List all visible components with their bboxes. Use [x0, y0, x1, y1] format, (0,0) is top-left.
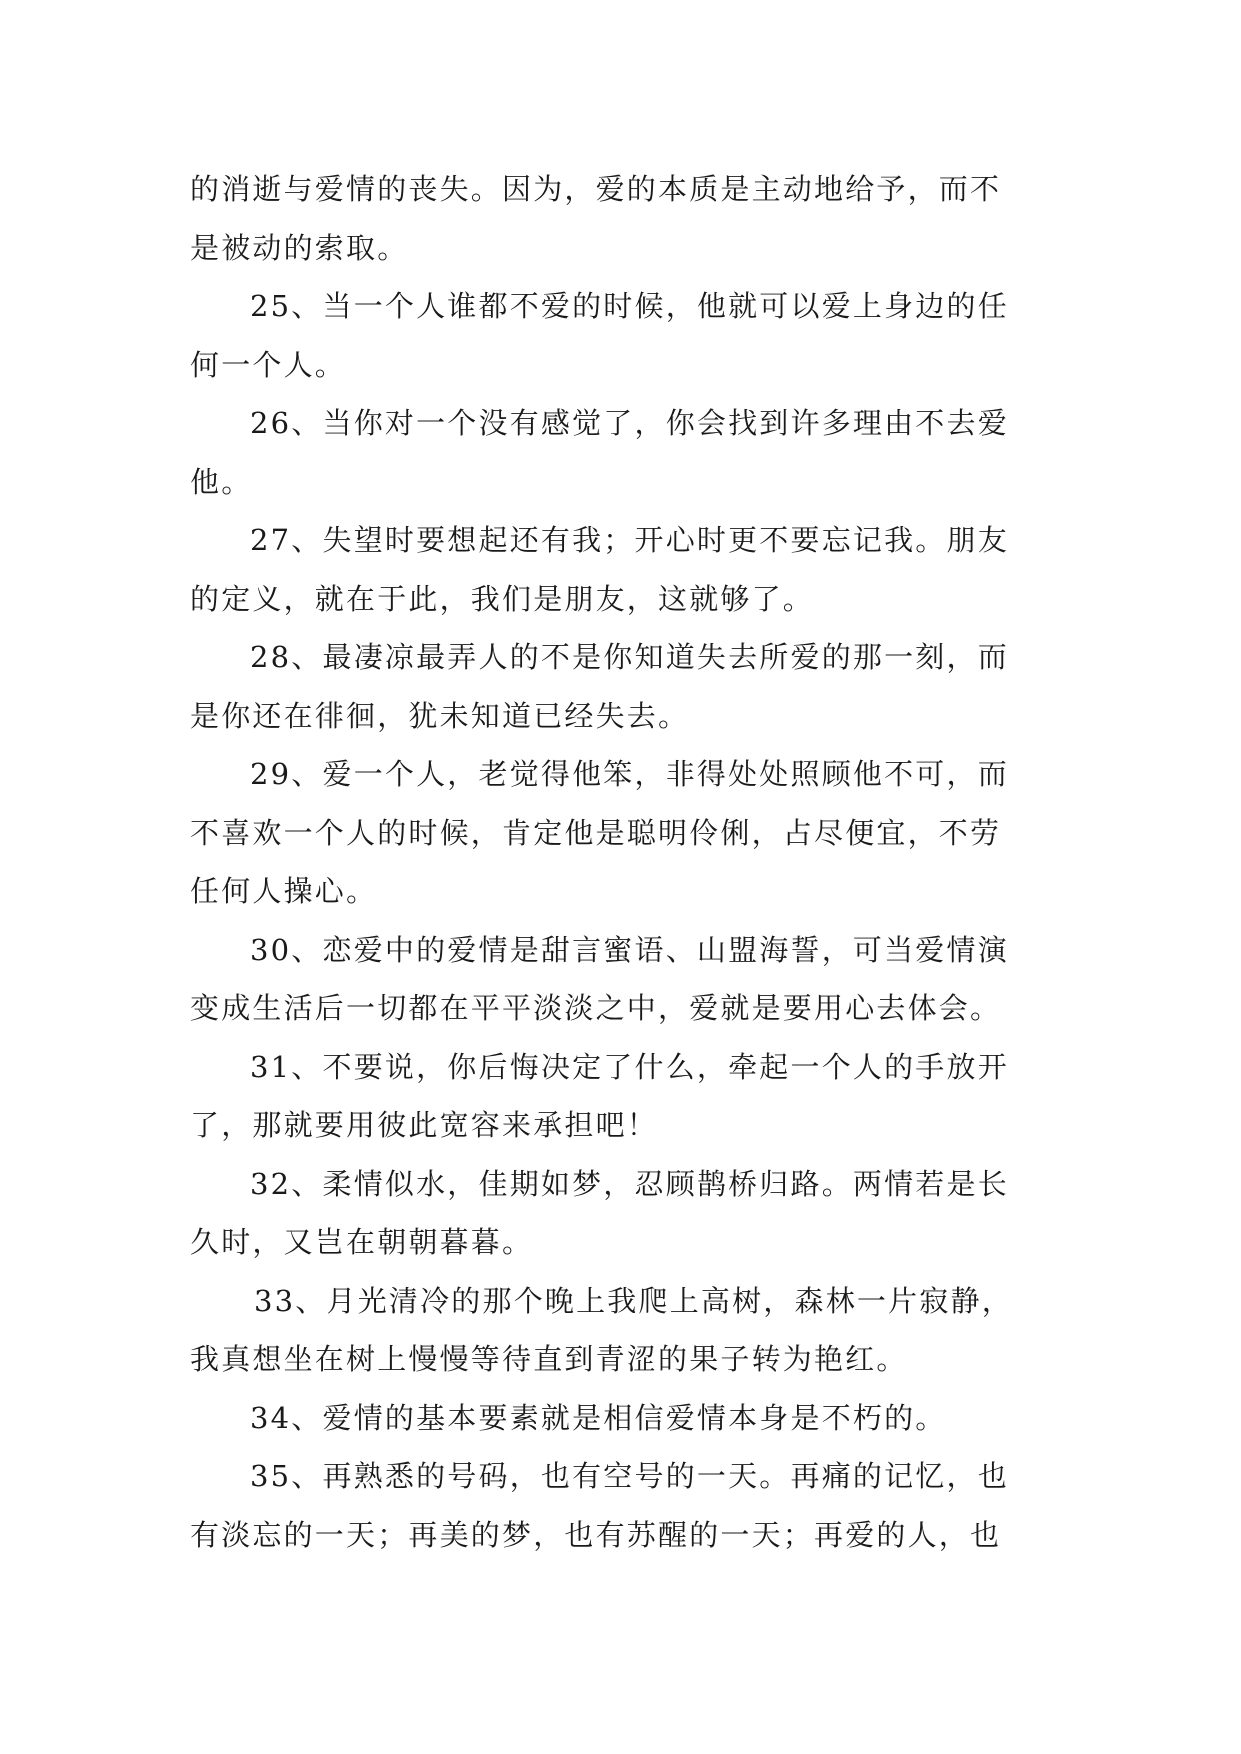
- text-line: 30、恋爱中的爱情是甜言蜜语、山盟海誓，可当爱情演: [250, 932, 1009, 967]
- paragraph-item-35: [190, 1447, 1055, 1564]
- paragraph-item-34: [190, 1389, 1055, 1448]
- paragraph-item-30: [190, 921, 1055, 1038]
- text-line: 他。: [190, 464, 253, 499]
- paragraph-item-27: [190, 511, 1055, 628]
- text-line: 25、当一个人谁都不爱的时候，他就可以爱上身边的任: [250, 289, 1009, 323]
- document-body: [190, 160, 1055, 1564]
- paragraph-item-33: [190, 1272, 1055, 1389]
- text-line: 是你还在徘徊，犹未知道已经失去。: [190, 698, 690, 733]
- text-line: 的定义，就在于此，我们是朋友，这就够了。: [190, 581, 815, 616]
- text-line: 34、爱情的基本要素就是相信爱情本身是不朽的。: [250, 1400, 947, 1435]
- paragraph-item-32: [190, 1155, 1055, 1272]
- text-line: 有淡忘的一天；再美的梦，也有苏醒的一天；再爱的人，也: [190, 1517, 1002, 1552]
- paragraph-item-31: [190, 1038, 1055, 1155]
- text-line: 28、最凄凉最弄人的不是你知道失去所爱的那一刻，而: [250, 640, 1009, 674]
- text-line: 变成生活后一切都在平平淡淡之中，爱就是要用心去体会。: [190, 991, 1002, 1025]
- text-line: 33、月光清冷的那个晚上我爬上高树，森林一片寂静，: [254, 1283, 1013, 1318]
- text-line: 不喜欢一个人的时候，肯定他是聪明伶俐，占尽便宜，不劳: [190, 815, 1002, 850]
- paragraph-continuation: [190, 160, 1055, 277]
- paragraph-item-29: [190, 745, 1055, 921]
- text-line: 31、不要说，你后悔决定了什么，牵起一个人的手放开: [250, 1049, 1009, 1084]
- text-line: 是被动的索取。: [190, 230, 409, 265]
- text-line: 32、柔情似水，佳期如梦，忍顾鹊桥归路。两情若是长: [250, 1166, 1009, 1201]
- paragraph-item-25: [190, 277, 1055, 394]
- text-line: 何一个人。: [190, 347, 347, 382]
- paragraph-item-26: [190, 394, 1055, 511]
- paragraph-item-28: [190, 628, 1055, 745]
- text-line: 久时，又岂在朝朝暮暮。: [190, 1225, 534, 1259]
- text-line: 了，那就要用彼此宽容来承担吧！: [190, 1108, 659, 1142]
- text-line: 27、失望时要想起还有我；开心时更不要忘记我。朋友: [250, 523, 1009, 557]
- text-line: 35、再熟悉的号码，也有空号的一天。再痛的记忆，也: [250, 1459, 1009, 1493]
- text-line: 我真想坐在树上慢慢等待直到青涩的果子转为艳红。: [190, 1342, 908, 1376]
- text-line: 的消逝与爱情的丧失。因为，爱的本质是主动地给予，而不: [190, 172, 1002, 206]
- text-line: 29、爱一个人，老觉得他笨，非得处处照顾他不可，而: [250, 757, 1009, 791]
- text-line: 26、当你对一个没有感觉了，你会找到许多理由不去爱: [250, 406, 1009, 440]
- text-line: 任何人操心。: [190, 874, 378, 908]
